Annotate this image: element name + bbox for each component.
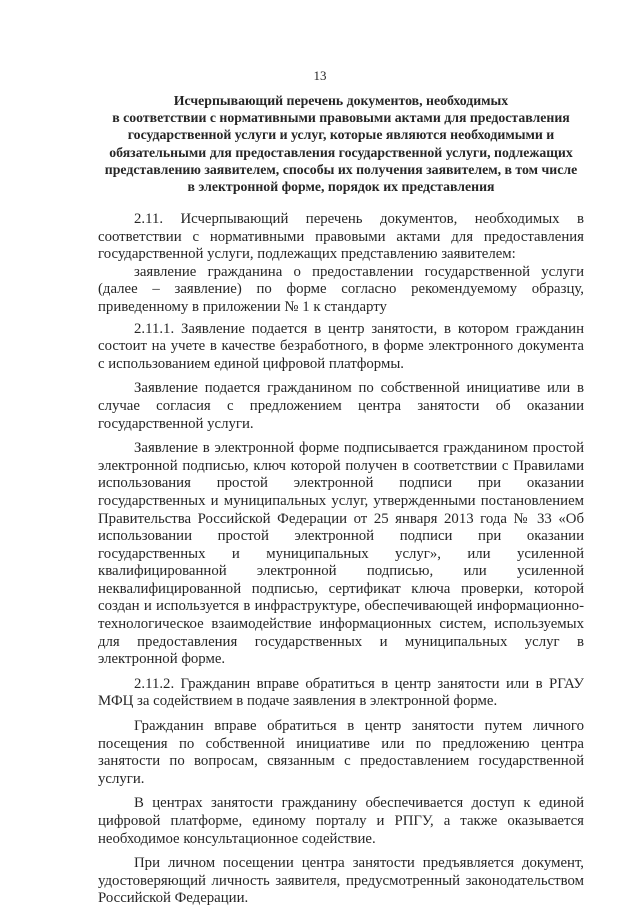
title-line: представлению заявителем, способы их получения заявителем, в том числе	[104, 161, 578, 177]
paragraph: Заявление в электронной форме подписывается гражданином простой электронной подписью, ключ которой получен в соответствии с Правилами использования простой электронной подписи при оказании государственных и муниципальных услуг, утвержденными постановлением Правительства Российской Федерации от 25 января 2013 года № 33 «Об использовании простой электронной подписи при оказании государственных и муниципальных услуг», или усиленной квалифицированной электронной подписью, или усиленной неквалифицированной подписью, сертификат ключа проверки, которой создан и используется в инфраструктуре, обеспечивающей информационно-технологическое взаимодействие информационных систем, используемых для предоставления государственных и муниципальных услуг в электронной форме.	[98, 440, 584, 668]
paragraph: Заявление подается гражданином по собственной инициативе или в случае согласия с предложением центра занятости об оказании государственной услуги.	[98, 380, 584, 432]
paragraph: 2.11.1. Заявление подается в центр занятости, в котором гражданин состоит на учете в качестве безработного, в форме электронного документа с использованием единой цифровой платформы.	[98, 320, 584, 372]
title-line: обязательными для предоставления государственной услуги, подлежащих	[109, 144, 573, 160]
paragraph: Гражданин вправе обратиться в центр занятости путем личного посещения по собственной инициативе или по предложению центра занятости по вопросам, связанным с предоставлением государственной услуги.	[98, 718, 584, 787]
paragraph: 2.11.2. Гражданин вправе обратиться в центр занятости или в РГАУ МФЦ за содействием в подаче заявления в электронной форме.	[98, 675, 584, 710]
title-line: в соответствии с нормативными правовыми актами для предоставления	[112, 110, 570, 126]
paragraph: заявление гражданина о предоставлении государственной услуги (далее – заявление) по форме согласно рекомендуемому образцу, приведенному в приложении № 1 к стандарту	[98, 263, 584, 315]
document-body	[98, 211, 584, 915]
title-line: в электронной форме, порядок их представления	[187, 179, 495, 195]
title-line: Исчерпывающий перечень документов, необходимых	[173, 93, 509, 108]
paragraph: В центрах занятости гражданину обеспечивается доступ к единой цифровой платформе, единому порталу и РПГУ, а также оказывается необходимое консультационное содействие.	[98, 795, 584, 847]
paragraph: 2.11. Исчерпывающий перечень документов, необходимых в соответствии с нормативными правовыми актами для предоставления государственной услуги, подлежащих представлению заявителем:	[98, 211, 584, 263]
page-number: 13	[313, 68, 327, 83]
paragraph: При личном посещении центра занятости предъявляется документ, удостоверяющий личность заявителя, предусмотренный законодательством Российской Федерации.	[98, 855, 584, 907]
section-title	[98, 92, 584, 195]
title-line: государственной услуги и услуг, которые являются необходимыми и	[127, 127, 555, 143]
